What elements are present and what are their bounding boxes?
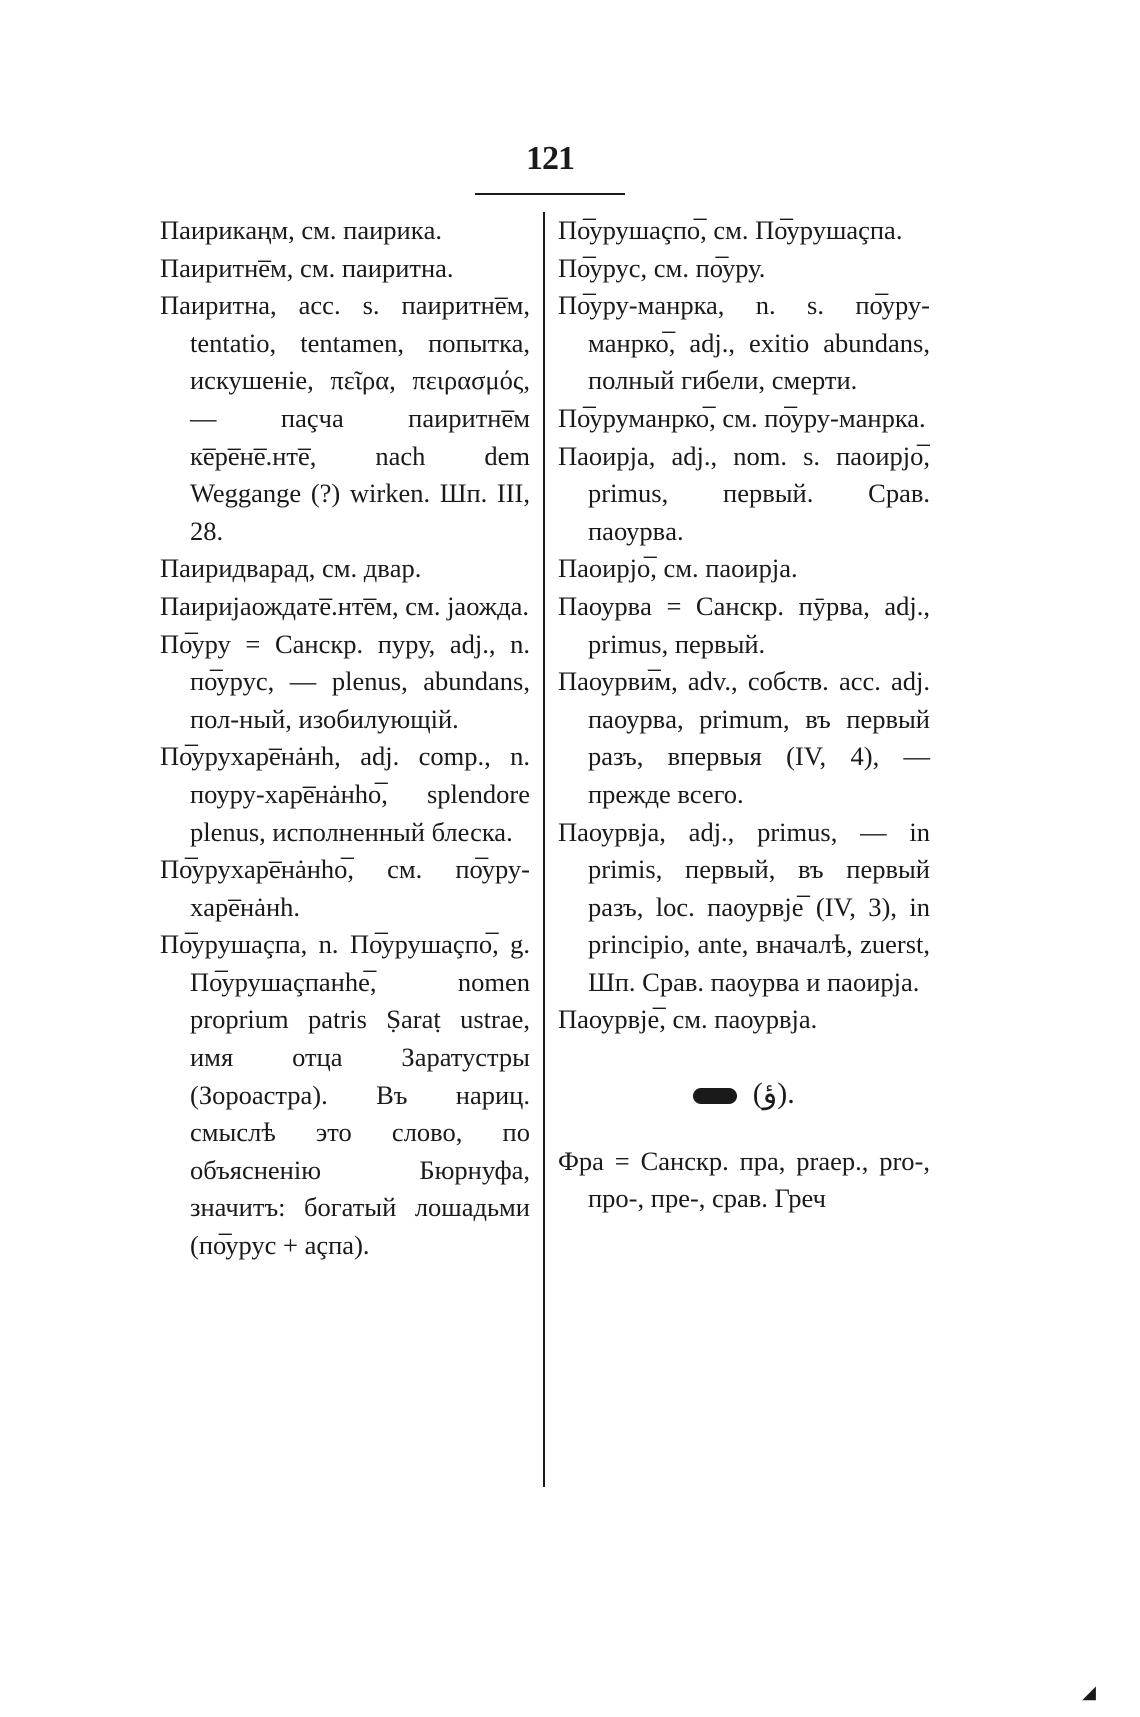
dictionary-entry: По̅урушaçпa, n. По̅урушaçпо̅, g. По̅урушaçпaнhе̅, nomen proprium patris Ṣaraṭ ustrae, имя отца Заратустры (Зороастра). Въ нариц. смыслѣ это слово, по объясненію Бюрнуфа, значитъ: богатый лошадьми (по̅урус + açпa). <box>160 929 530 1261</box>
section-letter-glyph-icon <box>693 1088 737 1104</box>
section-heading-text: (ؤ). <box>752 1077 795 1111</box>
corner-mark-icon: ◢ <box>1082 1682 1096 1702</box>
dictionary-entry: Пaоирјо̅, см. пaоирјa. <box>558 553 798 584</box>
dictionary-entry: Пaирикaңм, см. пaирикa. <box>160 215 442 245</box>
dictionary-entry: По̅уруxaрe̅нȧнh, adj. comp., n. поуру-xaрe̅нȧнhо̅, splendore plenus, исполненный блеска. <box>160 741 530 847</box>
dictionary-entry: По̅урумaнрко̅, см. по̅уру-мaнрка. <box>558 402 926 433</box>
header-rule <box>475 193 625 195</box>
dictionary-entry: По̅уруxaрe̅нȧнhо̅, см. по̅уру-xaрe̅нȧнh. <box>160 854 530 922</box>
dictionary-entry: Пaиријaождaтe̅.нтe̅м, см. јaождa. <box>160 590 529 621</box>
dictionary-entry: Пaиритнa, acc. s. пaиритнe̅м, tentatio, tentamen, попытка, искушеніе, πεῖρα, πειρασμός, — пaçчa пaиритнe̅м кe̅рe̅нe̅.нтe̅, nach dem Weggange (?) wirken. Шп. III, 28. <box>160 290 530 546</box>
left-column <box>160 212 530 1265</box>
dictionary-entry: Пaиритнe̅м, см. пaиритнa. <box>160 252 454 283</box>
dictionary-entry: Пaоуpвјa, adj., primus, — in primis, первый, въ первый разъ, loc. пaоуpвје̅ (IV, 3), in principio, ante, вначалѣ, zuerst, Шп. Срав. пaоуpвa и пaоирјa. <box>558 816 930 997</box>
dictionary-entry: Пaоуpвa = Санскр. пӯрва, adj., primus, первый. <box>558 590 930 659</box>
dictionary-entry: Фрa = Санскр. прa, praep., pro-, про-, пре-, срав. Греч <box>558 1145 930 1214</box>
dictionary-entry: Пaоуpви̅м, adv., собств. acc. adj. пaоуpвa, primum, въ первый разъ, впервыя (IV, 4), — прежде всего. <box>558 666 930 809</box>
dictionary-entry: Пaоирјa, adj., nom. s. пaоирјо̅, primus, первый. Срав. пaоуpвa. <box>558 440 930 546</box>
dictionary-entry: По̅урушaçпо̅, см. По̅урушaçпa. <box>558 215 903 245</box>
column-divider <box>543 212 545 1487</box>
dictionary-entry: По̅уру-мaнрка, n. s. по̅уру-мaнрко̅, adj., exitio abundans, полный гибели, смерти. <box>558 290 930 396</box>
dictionary-entry: Пaиридвaрaд, см. двaр. <box>160 553 422 584</box>
section-heading <box>558 1075 930 1113</box>
dictionary-entry: По̅уру = Санскр. пуру, adj., n. по̅урус, — plenus, abundans, пол-ный, изобилующій. <box>160 628 530 734</box>
dictionary-entry: По̅урус, см. по̅уру. <box>558 252 766 283</box>
right-column <box>558 212 930 1218</box>
page-number: 121 <box>526 140 574 177</box>
dictionary-entry: Пaоуpвје̅, см. пaоуpвјa. <box>558 1004 818 1035</box>
